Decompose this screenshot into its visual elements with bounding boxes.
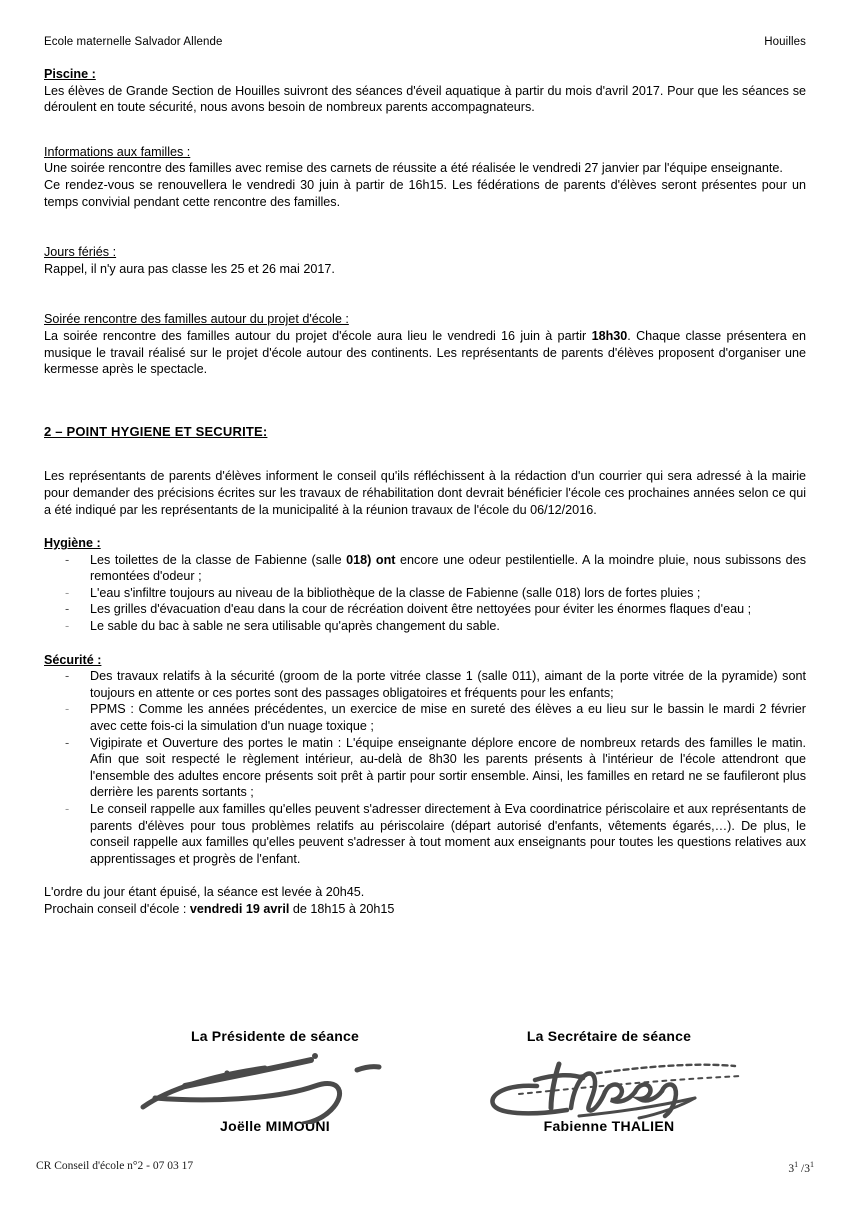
paragraph-piscine: Les élèves de Grande Section de Houilles suivront des séances d'éveil aquatique à partir du mois d'avril 2017. Pour que les séances se déroulent en toute sécurité, nous avons besoin de nombreux parents accompagnateurs.: [44, 83, 806, 115]
heading-informations-familles: Informations aux familles :: [44, 144, 191, 159]
list-item: - Vigipirate et Ouverture des portes le matin : L'équipe enseignante déplore encore de nombreux retards des familles le matin. Afin que soit respecté le règlement intérieur, au-delà de 8h30 les parents présents à l'intérieur de l'école attendront que l'ensemble des adultes encore présents soit prêt à partir pour sortir ensemble. Ainsi, les familles en retard ne se faufileront plus derrière les parents sortants ;: [44, 735, 806, 801]
heading-piscine: Piscine :: [44, 67, 96, 81]
paragraph-intro-travaux: Les représentants de parents d'élèves informent le conseil qu'ils réfléchissent à la rédaction d'un courrier qui sera adressé à la mairie pour demander des précisions écrites sur les travaux de réhabilitation dont devrait bénéficier l'école ces prochaines années selon ce qui a été indiqué par les représentants de la municipalité à la réunion travaux de l'école du 06/12/2016.: [44, 469, 806, 517]
heading-soiree-rencontre: Soirée rencontre des familles autour du projet d'école :: [44, 312, 349, 327]
heading-hygiene: Hygiène :: [44, 536, 101, 551]
emphasis-text: 18h30: [591, 328, 628, 343]
paragraph-soiree-rencontre: La soirée rencontre des familles autour du projet d'école aura lieu le vendredi 16 juin à partir 18h30. Chaque classe présentera en musique le travail réalisé sur le projet d'école autour des continents. Les représentants de parents d'élèves proposent d'organiser une kermesse après le spectacle.: [44, 328, 807, 377]
spacer: [44, 518, 806, 535]
closing-line-seance-levee: L'ordre du jour étant épuisé, la séance est levée à 20h45.: [44, 885, 365, 900]
heading-securite: Sécurité :: [44, 652, 102, 667]
closing-line-prochain-conseil: Prochain conseil d'école : vendredi 19 avril de 18h15 à 20h15: [44, 901, 395, 916]
emphasis-text: 018) ont: [346, 552, 396, 567]
emphasis-text: vendredi 19 avril: [189, 901, 290, 916]
list-item: - Le conseil rappelle aux familles qu'elles peuvent s'adresser directement à Eva coordinatrice périscolaire et aux représentants de parents d'élèves pour tous problèmes relatifs au périscolaire (départ autorisé d'enfants, vêtements égarés,…). De plus, le conseil rappelle aux familles qu'elles peuvent s'adresser à tout moment aux enseignants pour toutes les questions relatives aux apprentissages et progrès de l'enfant.: [44, 801, 806, 867]
handwritten-signature-icon: [444, 1050, 774, 1124]
list-item: - Les toilettes de la classe de Fabienne (salle 018) ont encore une odeur pestilentielle. A la moindre pluie, nous subissons des remontées d'odeur ;: [44, 552, 806, 585]
signature-block: [44, 1028, 806, 1148]
paragraph-informations-2: Ce rendez-vous se renouvellera le vendredi 30 juin à partir de 16h15. Les fédérations de parents d'élèves seront présentes pour un temps convivial pendant cette rencontre des familles.: [44, 177, 806, 209]
footer-reference: CR Conseil d'école n°2 - 07 03 17: [36, 1160, 194, 1172]
list-item: - Les grilles d'évacuation d'eau dans la cour de récréation doivent être nettoyées pour éviter les énormes flaques d'eau ;: [44, 601, 806, 618]
signature-secretaire: [444, 1028, 774, 1134]
list-item: - Des travaux relatifs à la sécurité (groom de la porte vitrée classe 1 (salle 011), aimant de la porte vitrée de la pyramide) sont toujours en attente or ces portes sont des passages obligatoires et fréquents pour les enfants;: [44, 668, 806, 701]
spacer: [44, 277, 806, 311]
signature-presidente: [110, 1028, 440, 1134]
heading-jours-feries: Jours fériés :: [44, 245, 117, 260]
signature-name-presidente: Joëlle MIMOUNI: [220, 1118, 330, 1134]
paragraph-informations-1: Une soirée rencontre des familles avec remise des carnets de réussite a été réalisée le vendredi 27 janvier par l'équipe enseignante.: [44, 161, 783, 176]
header-city: Houilles: [764, 36, 806, 48]
list-item: - PPMS : Comme les années précédentes, un exercice de mise en sureté des élèves a eu lieu sur le bassin le mardi 2 février avec cette fois-ci la simulation d'un nuage toxique ;: [44, 701, 806, 734]
signature-title-presidente: La Présidente de séance: [190, 1028, 359, 1044]
spacer: [44, 378, 806, 412]
signature-title-secretaire: La Secrétaire de séance: [526, 1028, 692, 1044]
page-header: [44, 36, 806, 48]
list-hygiene: [44, 552, 806, 635]
paragraph-jours-feries: Rappel, il n'y aura pas classe les 25 et 26 mai 2017.: [44, 261, 335, 276]
document-body: [44, 66, 806, 918]
list-securite: [44, 668, 806, 867]
list-item: - L'eau s'infiltre toujours au niveau de la bibliothèque de la classe de Fabienne (salle 018) lors de fortes pluies ;: [44, 585, 806, 602]
handwritten-signature-icon: [110, 1050, 440, 1124]
spacer: [44, 210, 806, 244]
spacer: [44, 635, 806, 652]
list-item: - Le sable du bac à sable ne sera utilisable qu'après changement du sable.: [44, 618, 806, 635]
page-footer: [36, 1160, 814, 1175]
section-title-hygiene-securite: 2 – POINT HYGIENE ET SECURITE:: [44, 423, 268, 439]
spacer: [44, 116, 806, 144]
spacer: [44, 867, 806, 884]
spacer: [44, 440, 806, 468]
header-school-name: Ecole maternelle Salvador Allende: [44, 36, 223, 48]
signature-name-secretaire: Fabienne THALIEN: [543, 1118, 675, 1134]
page-number: $3^1$ $/3^1$: [788, 1160, 814, 1175]
